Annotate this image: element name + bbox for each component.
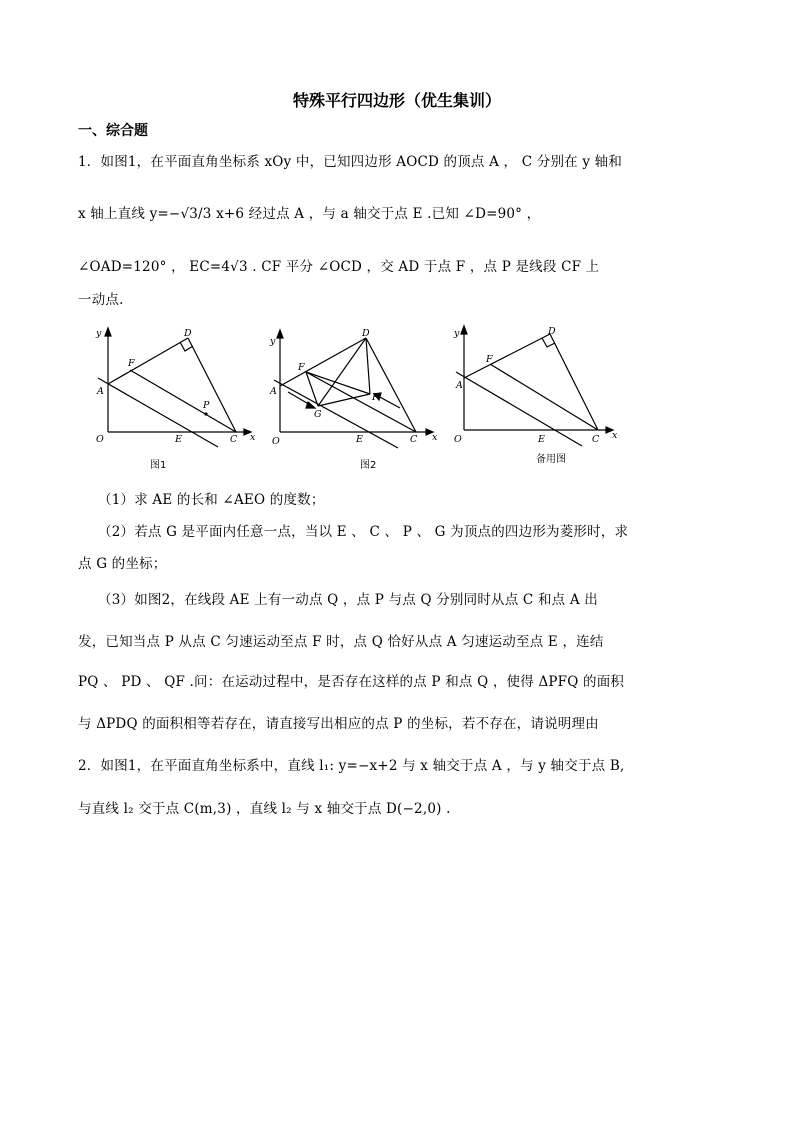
q1-line-4: 一动点. xyxy=(78,292,124,308)
label-d-2: D xyxy=(362,328,370,339)
label-p-2: P xyxy=(372,392,379,403)
label-y-3: y xyxy=(454,328,460,339)
label-o-3: O xyxy=(454,434,462,445)
q1-sub2-line-1: （2）若点 G 是平面内任意一点，当以 E 、 C 、 P 、 G 为顶点的四边形为菱形时，求 xyxy=(98,524,629,540)
figure-2 xyxy=(268,322,440,472)
label-y-2: y xyxy=(270,336,276,347)
point-p xyxy=(204,412,207,415)
q1-sub3-line-2: 发，已知当点 P 从点 C 匀速运动至点 F 时，点 Q 恰好从点 A 匀速运动至点 E ，连结 xyxy=(78,634,604,650)
label-e: E xyxy=(175,434,182,445)
label-y: y xyxy=(96,328,102,339)
label-x: x xyxy=(250,432,256,443)
caption-fig2: 图2 xyxy=(360,460,377,471)
label-x-2: x xyxy=(432,432,438,443)
q2-line-1: 2．如图1，在平面直角坐标系中，直线 l₁: y=−x+2 与 x 轴交于点 A ，与 y 轴交于点 B, xyxy=(78,758,625,774)
label-d: D xyxy=(184,328,192,339)
label-d-3: D xyxy=(548,326,556,337)
line-ae xyxy=(98,378,218,447)
label-g-2: G xyxy=(314,409,322,420)
label-o: O xyxy=(96,434,104,445)
label-e-2: E xyxy=(356,434,363,445)
q1-line-1: 1．如图1，在平面直角坐标系 xOy 中，已知四边形 AOCD 的顶点 A ， C 分别在 y 轴和 xyxy=(78,154,623,170)
caption-backup: 备用图 xyxy=(536,454,566,465)
q1-line-3: ∠OAD=120° ， EC=4√3 . CF 平分 ∠OCD ，交 AD 于点 F ，点 P 是线段 CF 上 xyxy=(78,259,600,275)
label-f-2: F xyxy=(298,362,305,373)
y-arrow xyxy=(105,328,111,336)
section-heading: 一、综合题 xyxy=(78,123,148,139)
figure-1 xyxy=(88,322,258,472)
label-x-3: x xyxy=(612,430,618,441)
label-o-2: O xyxy=(272,436,280,447)
label-f-3: F xyxy=(486,354,493,365)
q1-sub3-line-4: 与 ΔPDQ 的面积相等若存在，请直接写出相应的点 P 的坐标，若不存在，请说明理由 xyxy=(78,716,599,732)
label-e-3: E xyxy=(538,434,545,445)
q1-sub2-line-2: 点 G 的坐标； xyxy=(78,556,167,572)
label-c: C xyxy=(230,434,238,445)
q2-line-2: 与直线 l₂ 交于点 C(m,3) ，直线 l₂ 与 x 轴交于点 D(−2,0) . xyxy=(78,801,451,817)
segment-ad xyxy=(108,338,188,384)
label-c-3: C xyxy=(592,434,600,445)
q1-sub3-line-1: （3）如图2，在线段 AE 上有一动点 Q ，点 P 与点 Q 分别同时从点 C 和点 A 出 xyxy=(98,592,598,608)
caption-fig1: 图1 xyxy=(150,460,167,471)
figure-backup xyxy=(450,322,620,472)
page-title: 特殊平行四边形（优生集训） xyxy=(292,91,501,110)
label-p: P xyxy=(203,400,210,411)
label-a-3: A xyxy=(456,380,463,391)
label-a: A xyxy=(97,386,104,397)
q1-line-2: x 轴上直线 y=−√3/3 x+6 经过点 A ，与 a 轴交于点 E .已知 ∠D=90° ， xyxy=(78,206,541,222)
label-c-2: C xyxy=(410,434,418,445)
label-a-2: A xyxy=(270,386,277,397)
q1-sub3-line-3: PQ 、 PD 、 QF .问：在运动过程中，是否存在这样的点 P 和点 Q ，使得 ΔPFQ 的面积 xyxy=(78,674,625,690)
label-f: F xyxy=(128,358,135,369)
q1-sub1: （1）求 AE 的长和 ∠AEO 的度数； xyxy=(98,492,325,508)
